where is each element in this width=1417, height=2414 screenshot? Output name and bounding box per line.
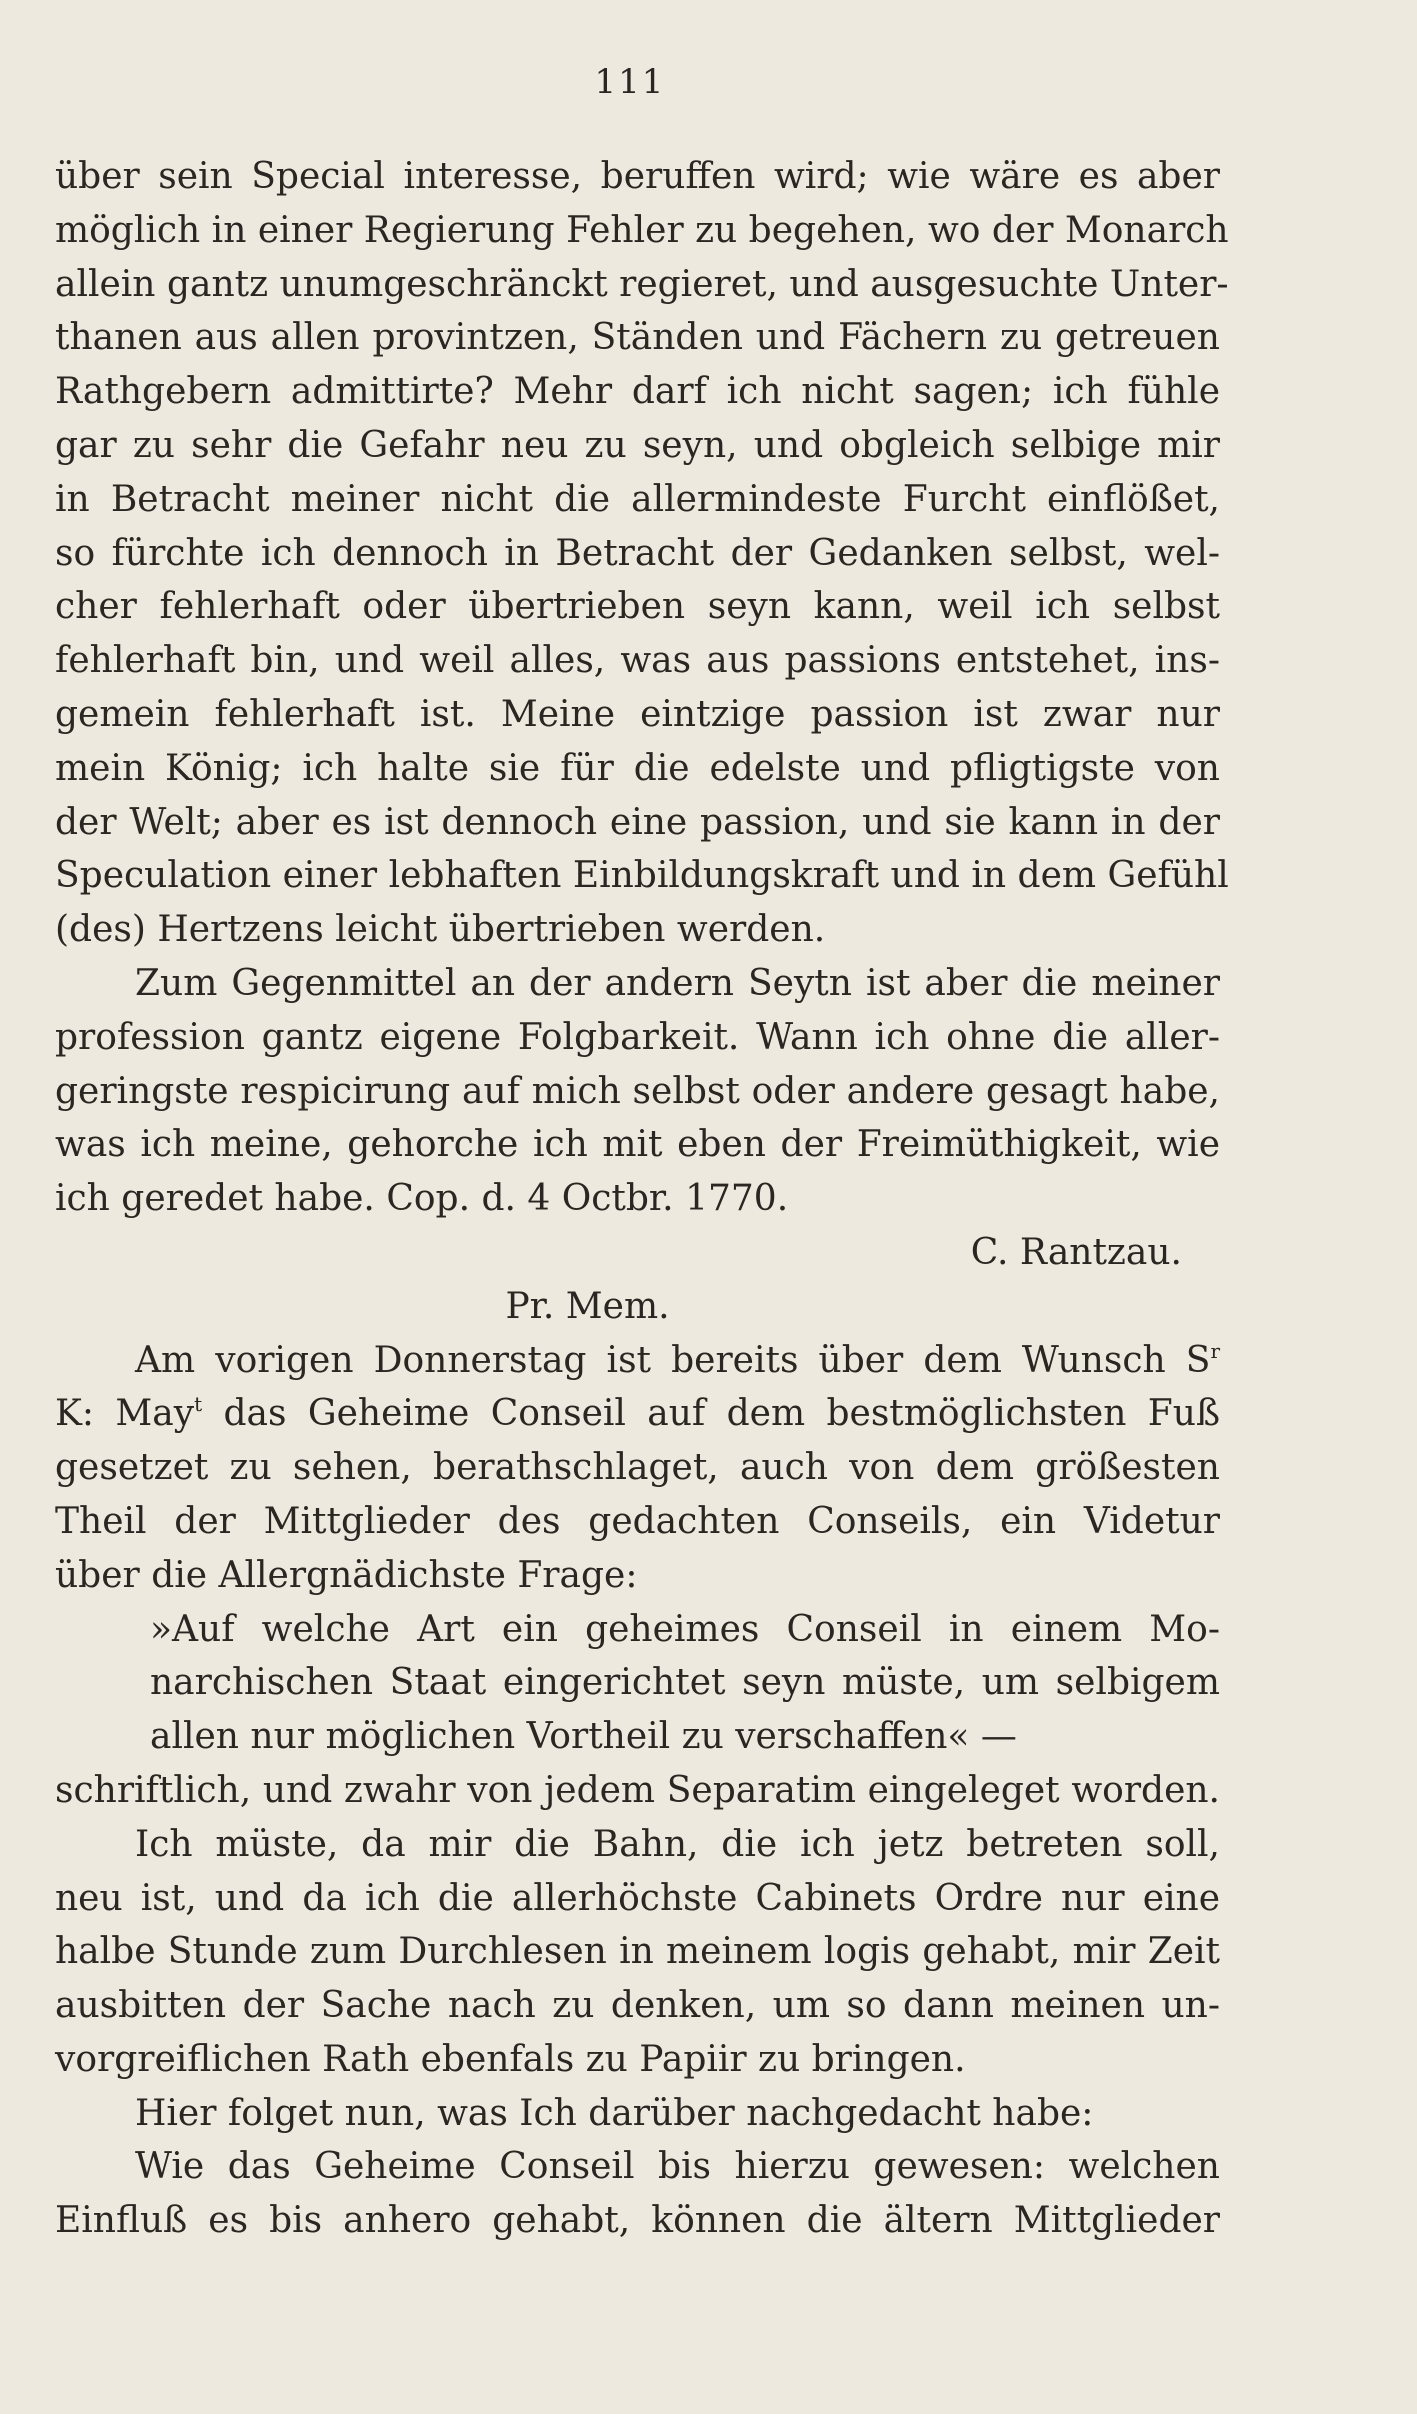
text-line: Speculation einer lebhaften Einbildungskraft und in dem Gefühl <box>55 855 1229 897</box>
signature-line: C. Rantzau. <box>970 1231 1182 1273</box>
text-line: Wie das Geheime Conseil bis hierzu gewesen: welchen <box>135 2146 1220 2188</box>
text-line: fehlerhaft bin, und weil alles, was aus passions entstehet, ins- <box>55 640 1220 682</box>
text-line: Rathgebern admittirte? Mehr darf ich nicht sagen; ich fühle <box>55 371 1220 413</box>
text-line <box>55 1334 1220 1388</box>
text-line: vorgreiflichen Rath ebenfals zu Papiir zu bringen. <box>55 2038 966 2080</box>
text-line: gemein fehlerhaft ist. Meine eintzige passion ist zwar nur <box>55 693 1220 735</box>
text-line: gesetzet zu sehen, berathschlaget, auch von dem größesten <box>55 1447 1220 1489</box>
text-line: profession gantz eigene Folgbarkeit. Wann ich ohne die aller- <box>55 1016 1220 1058</box>
text-line: thanen aus allen provintzen, Ständen und Fächern zu getreuen <box>55 317 1220 359</box>
quote-line: narchischen Staat eingerichtet seyn müste, um selbigem <box>150 1662 1220 1704</box>
text-line: Ich müste, da mir die Bahn, die ich jetz betreten soll, <box>135 1823 1220 1865</box>
body-text <box>55 150 1229 2248</box>
superscript: t <box>194 1392 203 1417</box>
text-line: allein gantz unumgeschränckt regieret, und ausgesuchte Unter- <box>55 263 1229 305</box>
section-heading: Pr. Mem. <box>505 1285 670 1327</box>
text-line: gar zu sehr die Gefahr neu zu seyn, und obgleich selbige mir <box>55 424 1220 466</box>
text-line: Theil der Mittglieder des gedachten Conseils, ein Videtur <box>55 1500 1220 1542</box>
text-fragment: das Geheime Conseil auf dem bestmöglichsten Fuß <box>223 1393 1220 1435</box>
text-fragment: K: May <box>55 1393 195 1435</box>
text-line <box>55 1387 1220 1441</box>
text-line: Einfluß es bis anhero gehabt, können die ältern Mittglieder <box>55 2200 1220 2242</box>
page-number: 111 <box>594 62 666 102</box>
text-line: geringste respicirung auf mich selbst oder andere gesagt habe, <box>55 1070 1220 1112</box>
text-line: über die Allergnädichste Frage: <box>55 1554 638 1596</box>
text-line: über sein Special interesse, beruffen wird; wie wäre es aber <box>55 156 1220 197</box>
text-line: cher fehlerhaft oder übertrieben seyn kann, weil ich selbst <box>55 586 1220 628</box>
text-line: (des) Hertzens leicht übertrieben werden. <box>55 909 826 951</box>
text-line: so fürchte ich dennoch in Betracht der Gedanken selbst, wel- <box>55 532 1220 574</box>
text-line: ausbitten der Sache nach zu denken, um so dann meinen un- <box>55 1985 1220 2027</box>
text-line: was ich meine, gehorche ich mit eben der Freimüthigkeit, wie <box>55 1124 1220 1166</box>
superscript: r <box>1210 1338 1220 1363</box>
text-line: mein König; ich halte sie für die edelste und pfligtigste von <box>55 747 1220 789</box>
text-fragment: Am vorigen Donnerstag ist bereits über dem Wunsch S <box>135 1339 1211 1381</box>
text-line: Hier folget nun, was Ich darüber nachgedacht habe: <box>135 2092 1094 2134</box>
text-line: ich geredet habe. Cop. d. 4 Octbr. 1770. <box>55 1178 789 1220</box>
text-line: möglich in einer Regierung Fehler zu begehen, wo der Monarch <box>55 209 1229 251</box>
text-line: Zum Gegenmittel an der andern Seytn ist aber die meiner <box>135 962 1220 1004</box>
quote-line: allen nur möglichen Vortheil zu verschaffen« — <box>150 1716 1017 1758</box>
text-line: halbe Stunde zum Durchlesen in meinem logis gehabt, mir Zeit <box>55 1931 1220 1973</box>
text-line: der Welt; aber es ist dennoch eine passion, und sie kann in der <box>55 801 1220 843</box>
text-line: schriftlich, und zwahr von jedem Separatim eingeleget worden. <box>55 1769 1220 1811</box>
quote-line: »Auf welche Art ein geheimes Conseil in einem Mo- <box>150 1608 1220 1650</box>
text-line: in Betracht meiner nicht die allermindeste Furcht einflößet, <box>55 478 1220 520</box>
text-line: neu ist, und da ich die allerhöchste Cabinets Ordre nur eine <box>55 1877 1220 1919</box>
